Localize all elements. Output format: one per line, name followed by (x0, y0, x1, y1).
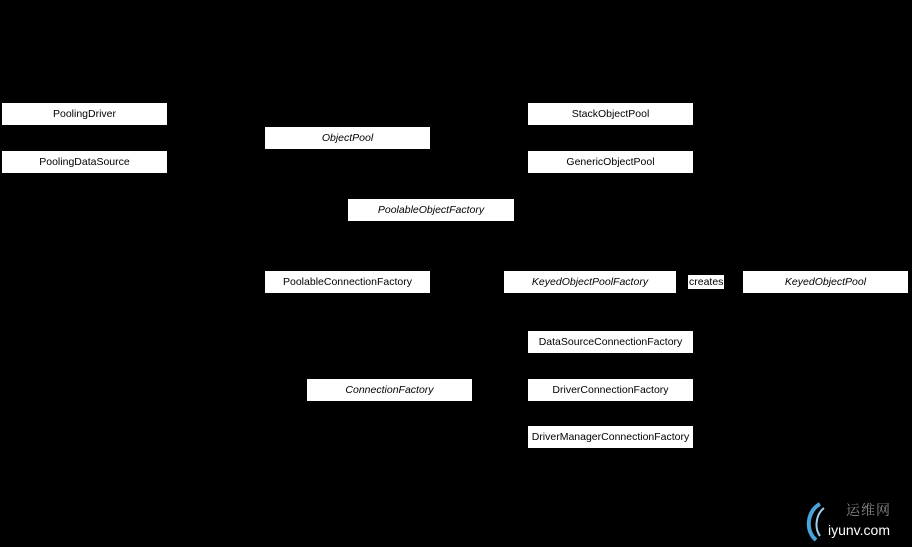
creates-edge-label: creates (689, 276, 724, 288)
keyed-object-pool-factory-box: KeyedObjectPoolFactory (504, 271, 676, 293)
pooling-data-source-box: PoolingDataSource (2, 151, 167, 173)
generic-object-pool-box: GenericObjectPool (528, 151, 693, 173)
object-pool-box: ObjectPool (265, 127, 430, 149)
stack-object-pool-box: StackObjectPool (528, 103, 693, 125)
poolable-object-factory-box: PoolableObjectFactory (348, 199, 514, 221)
keyed-object-pool-box: KeyedObjectPool (743, 271, 908, 293)
data-source-connection-factory-box: DataSourceConnectionFactory (528, 331, 693, 353)
pooling-driver-box: PoolingDriver (2, 103, 167, 125)
watermark-url-text: iyunv.com (828, 522, 890, 538)
connection-factory-box: ConnectionFactory (307, 379, 472, 401)
watermark-chinese-text: 运维网 (846, 503, 891, 519)
driver-manager-connection-factory-box: DriverManagerConnectionFactory (528, 426, 693, 448)
driver-connection-factory-box: DriverConnectionFactory (528, 379, 693, 401)
poolable-connection-factory-box: PoolableConnectionFactory (265, 271, 430, 293)
watermark (806, 500, 910, 544)
